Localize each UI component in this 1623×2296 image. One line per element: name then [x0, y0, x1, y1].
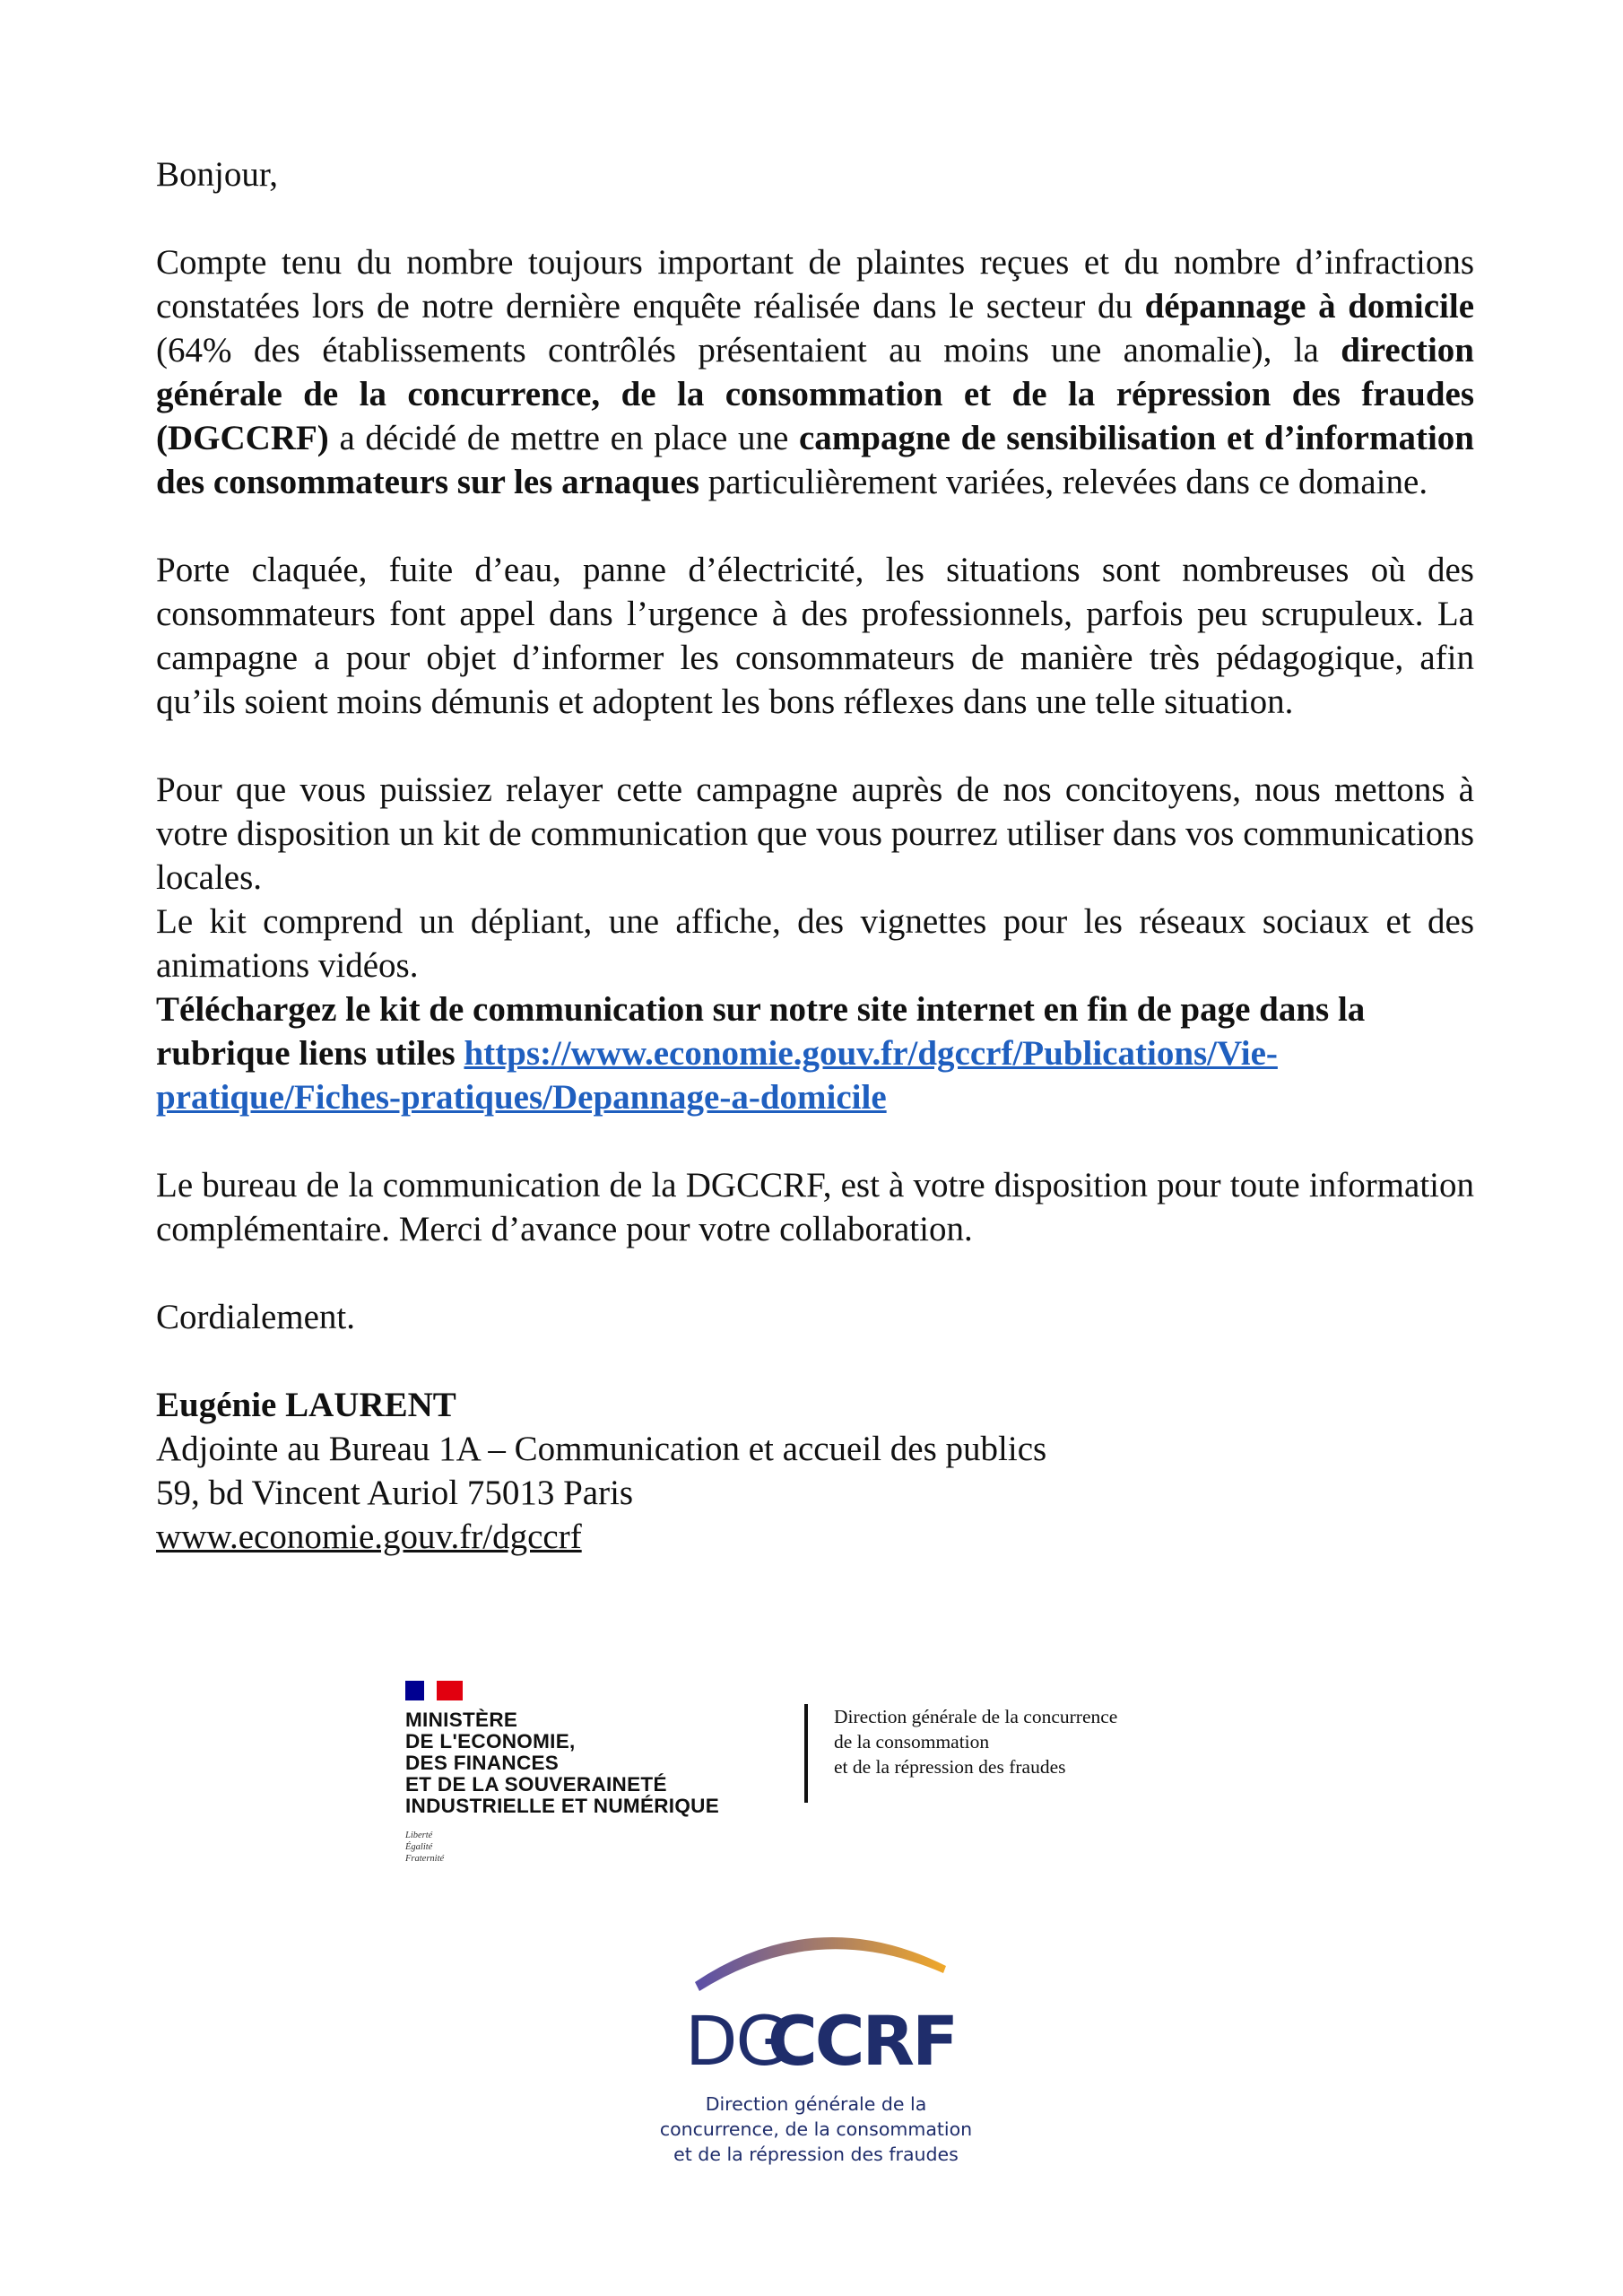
ministry-line: ET DE LA SOUVERAINETÉ	[405, 1773, 667, 1796]
republic-motto	[405, 1830, 800, 1865]
letter-body	[156, 152, 1474, 1559]
ministry-name	[405, 1709, 800, 1817]
closing: Cordialement.	[156, 1298, 356, 1336]
flag-red-band	[437, 1681, 463, 1700]
dgccrf-logo-ccrf: CCRF	[768, 2001, 956, 2081]
ministry-line: MINISTÈRE	[405, 1709, 518, 1731]
paragraph-download	[156, 987, 1474, 1119]
flag-white-band	[424, 1681, 437, 1700]
paragraph-context-bold-1: dépannage à domicile	[1144, 287, 1475, 326]
dgccrf-caption-line: et de la répression des fraudes	[673, 2144, 959, 2165]
dgccrf-arc-icon	[695, 1937, 946, 1991]
paragraph-context-text-1: Compte tenu du nombre toujours important de plaintes reçues et du nombre d’infractions constatées lors de notre dernière enquête réalisée dans le secteur du	[156, 243, 1474, 326]
motto-line: Liberté	[405, 1831, 433, 1840]
marianne-flag-icon	[405, 1681, 463, 1700]
dgccrf-header-line: de la consommation	[834, 1731, 990, 1752]
paragraph-context-bold-2: direction générale de la concurrence, de la consommation et de la répression des fraudes (DGCCRF)	[156, 331, 1474, 457]
flag-blue-band	[405, 1681, 424, 1700]
dgccrf-logo	[646, 1910, 986, 2197]
paragraph-contact: Le bureau de la communication de la DGCCRF, est à votre disposition pour toute information complémentaire. Merci d’avance pour votre collaboration.	[156, 1166, 1474, 1248]
signature-website-link[interactable]: www.economie.gouv.fr/dgccrf	[156, 1518, 582, 1556]
signature-address: 59, bd Vincent Auriol 75013 Paris	[156, 1474, 634, 1512]
signature-website-line	[156, 1515, 1474, 1559]
dgccrf-logo-dg: DG	[685, 2001, 787, 2081]
greeting: Bonjour,	[156, 155, 279, 194]
paragraph-situations: Porte claquée, fuite d’eau, panne d’électricité, les situations sont nombreuses où des consommateurs font appel dans l’urgence à des professionnels, parfois peu scrupuleux. La campagne a pour objet d’informer les consommateurs de manière très pédagogique, afin qu’ils soient moins démunis et adoptent les bons réflexes dans une telle situation.	[156, 551, 1474, 721]
signature-name: Eugénie LAURENT	[156, 1386, 456, 1424]
ministry-line: INDUSTRIELLE ET NUMÉRIQUE	[405, 1795, 720, 1817]
dgccrf-header-line: Direction générale de la concurrence	[834, 1706, 1118, 1727]
motto-line: Égalité	[405, 1842, 433, 1852]
paragraph-kit-contents: Le kit comprend un dépliant, une affiche, des vignettes pour les réseaux sociaux et des animations vidéos.	[156, 902, 1474, 985]
kit-download-link[interactable]: https://www.economie.gouv.fr/dgccrf/Publications/Vie-pratique/Fiches-pratiques/Depannage-a-domicile	[156, 1034, 1278, 1117]
ministry-logo	[405, 1681, 800, 1865]
dgccrf-header-text	[834, 1704, 1117, 1779]
ministry-line: DE L'ECONOMIE,	[405, 1730, 576, 1752]
paragraph-context-text-4: particulièrement variées, relevées dans ce domaine.	[699, 463, 1428, 501]
signature-role: Adjointe au Bureau 1A – Communication et accueil des publics	[156, 1430, 1047, 1468]
motto-line: Fraternité	[405, 1854, 445, 1864]
paragraph-context	[156, 240, 1474, 504]
ministry-line: DES FINANCES	[405, 1752, 560, 1774]
paragraph-kit: Pour que vous puissiez relayer cette campagne auprès de nos concitoyens, nous mettons à votre disposition un kit de communication que vous pourrez utiliser dans vos communications locales.	[156, 770, 1474, 897]
paragraph-context-text-3: a décidé de mettre en place une	[328, 419, 799, 457]
logo-divider	[804, 1704, 808, 1803]
dgccrf-header-line: et de la répression des fraudes	[834, 1756, 1066, 1778]
dgccrf-logo-caption	[646, 2092, 986, 2167]
dgccrf-caption-line: concurrence, de la consommation	[659, 2118, 973, 2140]
paragraph-context-bold-3: campagne de sensibilisation et d’information des consommateurs sur les arnaques	[156, 419, 1474, 501]
dgccrf-logo-mark	[646, 1910, 986, 2090]
dgccrf-caption-line: Direction générale de la	[705, 2093, 927, 2115]
download-instruction: Téléchargez le kit de communication sur notre site internet en fin de page dans la rubrique liens utiles	[156, 990, 1366, 1073]
paragraph-context-text-2: (64% des établissements contrôlés présentaient au moins une anomalie), la	[156, 331, 1341, 370]
